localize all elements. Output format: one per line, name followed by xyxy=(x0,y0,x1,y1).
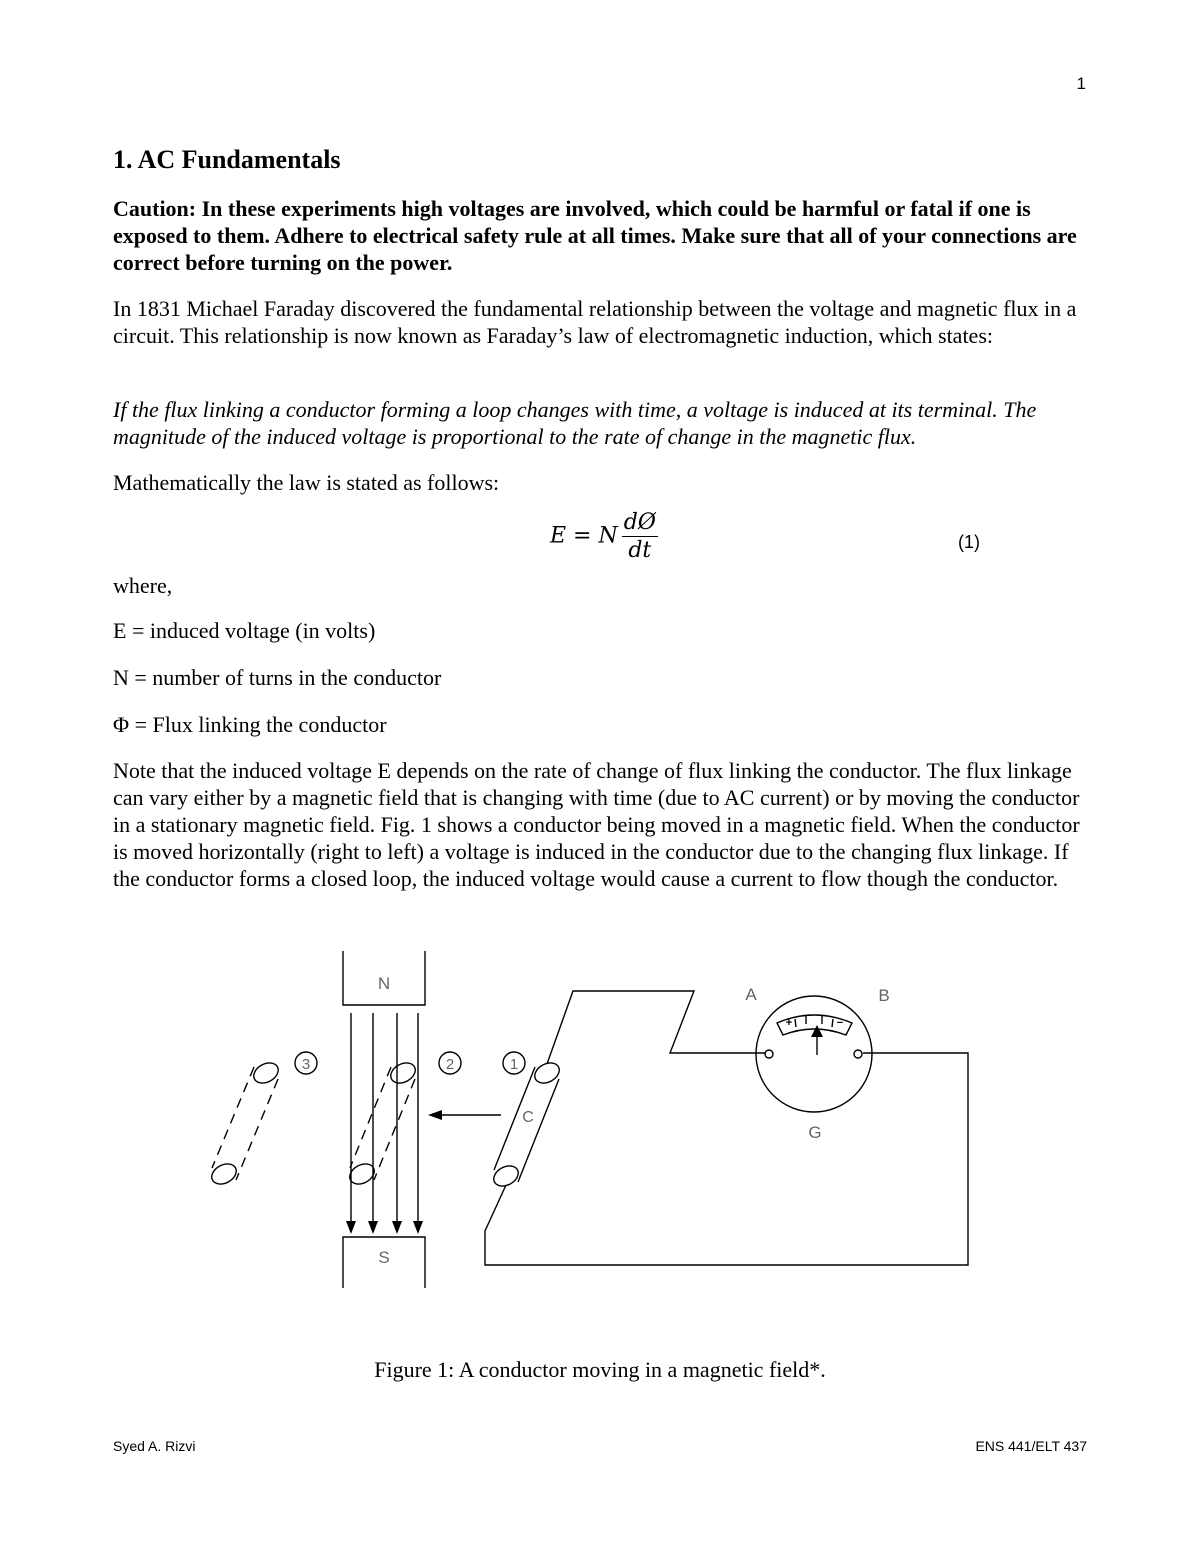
position-label-3: 3 xyxy=(301,1056,311,1073)
position-label-2: 2 xyxy=(445,1056,455,1073)
terminal-b-label: B xyxy=(878,986,890,1005)
note-paragraph: Note that the induced voltage E depends on the rate of change of flux linking the conductor. The flux linkage can vary either by a magnetic field that is changing with time (due to AC current) or by moving the conductor in a stationary magnetic field. Fig. 1 shows a conductor being moved in a magnetic field. When the conductor is moved horizontally (right to left) a voltage is induced in the conductor due to the changing flux linkage. If the conductor forms a closed loop, the induced voltage would cause a current to flow though the conductor. xyxy=(113,758,1080,891)
circuit-wires xyxy=(485,991,968,1265)
definition-e: E = induced voltage (in volts) xyxy=(113,618,376,643)
intro-paragraph: In 1831 Michael Faraday discovered the fundamental relationship between the voltage and magnetic flux in a circuit. This relationship is now known as Faraday’s law of electromagnetic induction, which states: xyxy=(113,296,1077,348)
faraday-equation xyxy=(550,510,658,563)
definition-phi: Φ = Flux linking the conductor xyxy=(113,712,387,737)
north-pole-label: N xyxy=(377,974,391,993)
position-label-1: 1 xyxy=(509,1056,519,1073)
field-lines xyxy=(346,1013,423,1234)
conductor-position-2 xyxy=(346,1059,418,1188)
caution-paragraph: Caution: In these experiments high voltages are involved, which could be harmful or fatal if one is exposed to them. Adhere to electrical safety rule at all times. Make sure that all of your connections are correct before turning on the power. xyxy=(113,196,1077,275)
footer-course: ENS 441/ELT 437 xyxy=(975,1438,1087,1454)
page-number: 1 xyxy=(1076,74,1086,93)
galvanometer xyxy=(756,996,872,1112)
equation-fraction xyxy=(622,510,658,563)
where-label: where, xyxy=(113,573,173,598)
equation-number: (1) xyxy=(958,532,980,552)
south-pole-label: S xyxy=(378,1248,390,1267)
equation-denominator: dt xyxy=(628,538,652,563)
figure-conductor-diagram xyxy=(190,945,990,1295)
equation-lhs: E = N xyxy=(550,523,618,549)
conductor-label: C xyxy=(522,1109,534,1126)
section-title: 1. AC Fundamentals xyxy=(113,145,341,174)
faraday-law-statement: If the flux linking a conductor forming a loop changes with time, a voltage is induced at its terminal. The magnitude of the induced voltage is proportional to the rate of change in the magnetic flux. xyxy=(113,397,1037,449)
terminal-a-label: A xyxy=(745,985,757,1004)
definition-n: N = number of turns in the conductor xyxy=(113,665,442,690)
motion-arrow xyxy=(428,1110,501,1120)
equation-numerator: dØ xyxy=(623,510,656,535)
figure-caption: Figure 1: A conductor moving in a magnetic field*. xyxy=(374,1357,826,1382)
galvanometer-label: G xyxy=(808,1123,822,1142)
math-intro: Mathematically the law is stated as follows: xyxy=(113,470,500,495)
meter-minus-sign: − xyxy=(836,1017,844,1029)
conductor-position-3 xyxy=(208,1059,281,1188)
meter-plus-sign: + xyxy=(785,1017,793,1029)
footer-author: Syed A. Rizvi xyxy=(113,1438,196,1454)
